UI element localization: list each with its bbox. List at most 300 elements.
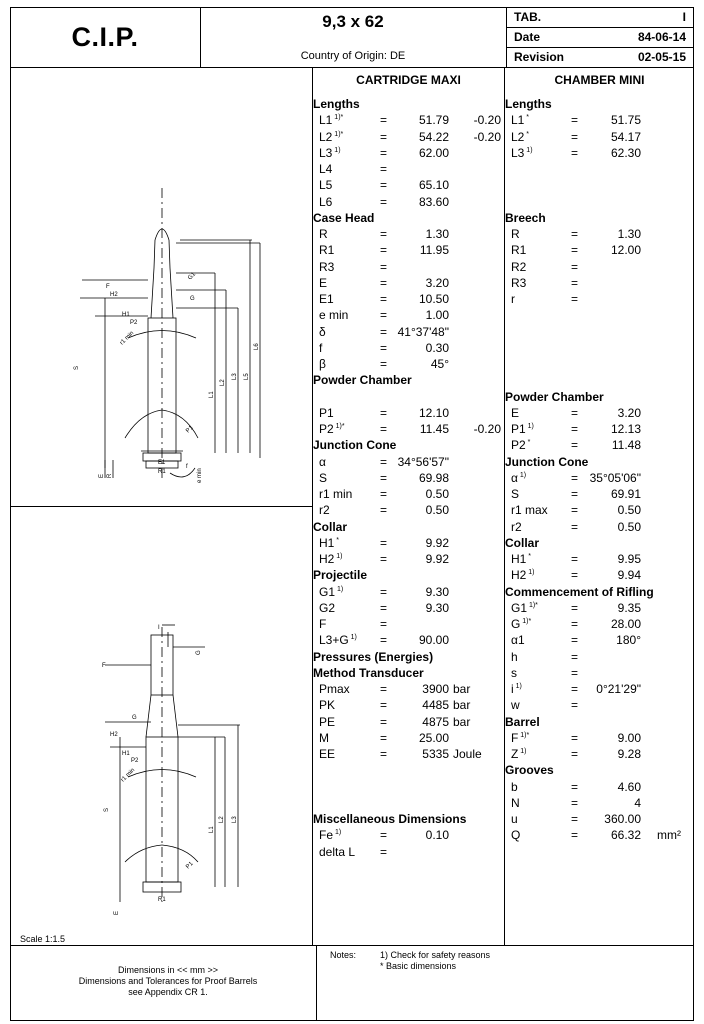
dimension-row (313, 422, 504, 438)
unit-label: mm² (657, 828, 681, 843)
dimension-row (505, 292, 692, 308)
unit-label: bar (453, 714, 471, 729)
dimensions-note (20, 965, 316, 998)
unit-label: bar (453, 698, 471, 713)
dim-label-f: f (186, 464, 188, 470)
equals-sign: = (380, 243, 388, 258)
dimension-value: 51.79 (418, 113, 449, 128)
dimension-label: L2 $^{1)*}$ (319, 129, 344, 144)
equals-sign: = (571, 145, 579, 160)
chamber-column-title: CHAMBER MINI (554, 73, 645, 87)
equals-sign: = (380, 698, 388, 713)
section-title: Case Head (313, 210, 375, 225)
dimension-row (313, 455, 504, 471)
dimension-label: N (511, 795, 520, 810)
dimension-value: 0.10 (425, 828, 449, 843)
section-title: Collar (313, 519, 348, 534)
dimension-label: L3+G $^{1)}$ (319, 633, 357, 648)
equals-sign: = (380, 552, 388, 566)
equals-sign: = (571, 227, 579, 241)
section-title: Lengths (313, 97, 360, 111)
dimension-value: 0.50 (425, 503, 449, 518)
tolerance-value: -0.20 (473, 113, 501, 128)
dimension-label: F $^{1)*}$ (511, 730, 530, 745)
dimension-row (505, 828, 692, 844)
equals-sign: = (571, 405, 579, 420)
equals-sign: = (571, 129, 579, 144)
cartridge-drawing (10, 68, 312, 506)
dimension-value: 0°21'29" (596, 682, 641, 696)
equals-sign: = (380, 308, 388, 323)
dimension-value: 62.00 (418, 145, 449, 160)
note-line: * Basic dimensions (380, 961, 457, 971)
dimension-value: 54.22 (418, 129, 449, 144)
chamber-label-E: E (114, 910, 120, 915)
dim-label-emin: e min (197, 468, 203, 483)
dimension-label: α $^{1)}$ (511, 470, 527, 485)
dimension-value: 69.98 (418, 470, 449, 485)
equals-sign: = (571, 422, 579, 436)
dimension-row (313, 536, 504, 552)
dimension-row (313, 341, 504, 357)
dimension-value: 9.94 (617, 568, 641, 583)
equals-sign: = (571, 682, 579, 696)
dimension-row (505, 666, 692, 682)
chamber-label-P1: P1 (185, 860, 195, 871)
dim-label-L3: L3 (232, 373, 238, 380)
chamber-label-H1: H1 (122, 751, 130, 757)
equals-sign: = (380, 828, 388, 843)
dimension-value: 4485 (422, 698, 449, 713)
dimension-value: 9.00 (617, 730, 641, 745)
dimension-value: 3.20 (425, 275, 449, 290)
dimension-label: R2 (511, 259, 527, 274)
equals-sign: = (380, 113, 388, 128)
dimension-value: 11.95 (419, 243, 449, 258)
dimension-row (505, 682, 692, 698)
equals-sign: = (571, 519, 579, 534)
dimension-label: PK (319, 698, 336, 713)
equals-sign: = (571, 698, 579, 713)
dimension-value: 12.00 (610, 243, 641, 258)
section-title: Pressures (Energies) (313, 649, 434, 664)
dim-label-L6: L6 (254, 343, 260, 350)
equals-sign: = (571, 292, 579, 306)
dimension-row (313, 698, 504, 714)
equals-sign: = (380, 633, 388, 648)
dimension-value: 1.00 (425, 308, 449, 323)
dimensions-line: see Appendix CR 1. (128, 987, 208, 997)
dim-label-E: E (99, 473, 105, 478)
dimension-row (505, 487, 692, 503)
dimension-value: 54.17 (610, 129, 641, 144)
dimension-row (505, 146, 692, 162)
dimension-row (313, 292, 504, 308)
dimension-label: R3 (511, 275, 527, 290)
dimension-row (505, 276, 692, 292)
equals-sign: = (571, 113, 579, 128)
dimension-row (313, 585, 504, 601)
dimension-value: 360.00 (604, 812, 641, 826)
equals-sign: = (571, 275, 579, 290)
equals-sign: = (571, 487, 579, 501)
dimension-value: 83.60 (418, 194, 449, 209)
dimension-label: L1 $^{1)*}$ (319, 113, 344, 128)
section-title: Collar (505, 535, 540, 550)
chamber-label-G-right: G (196, 650, 202, 655)
equals-sign: = (571, 503, 579, 518)
dimension-label: r1 max (511, 503, 548, 518)
dimension-row (313, 633, 504, 649)
dimension-row (505, 633, 692, 649)
dim-label-P1: P1 (185, 424, 195, 435)
cartridge-column-title: CARTRIDGE MAXI (356, 73, 461, 87)
section-title: Junction Cone (313, 438, 397, 453)
dimension-label: L4 (319, 162, 333, 176)
dimension-value: 180° (616, 633, 641, 648)
equals-sign: = (571, 259, 579, 274)
dimension-value: 12.10 (418, 405, 449, 420)
dimension-row (505, 520, 692, 536)
dim-label-S: S (74, 365, 80, 370)
notes-block (330, 950, 491, 971)
equals-sign: = (380, 454, 388, 469)
dimension-value: 3900 (422, 682, 449, 696)
equals-sign: = (380, 162, 388, 176)
dimension-label: r2 (319, 503, 330, 518)
dimension-label: r (511, 292, 515, 306)
dimension-label: f (319, 340, 323, 355)
dimension-row (313, 227, 504, 243)
dimension-label: delta L (319, 844, 356, 859)
equals-sign: = (380, 730, 388, 745)
dimension-row (505, 747, 692, 763)
equals-sign: = (380, 275, 388, 290)
dimension-label: Fe $^{1)}$ (319, 828, 342, 843)
equals-sign: = (380, 535, 388, 550)
dimension-value: 66.32 (610, 828, 641, 843)
dimension-value: 9.92 (425, 535, 449, 550)
dimension-label: L2 * (511, 129, 530, 144)
equals-sign: = (571, 600, 579, 615)
dimension-row (505, 796, 692, 812)
dimension-label: b (511, 779, 518, 794)
equals-sign: = (380, 178, 388, 193)
equals-sign: = (571, 795, 579, 810)
caliber-title: 9,3 x 62 (322, 12, 384, 31)
dimension-value: 35°05'06" (589, 470, 641, 485)
dimension-row (505, 617, 692, 633)
equals-sign: = (571, 243, 579, 258)
section-title: Grooves (505, 763, 554, 778)
dimension-label: G $^{1)*}$ (511, 617, 532, 631)
dimension-label: β (319, 357, 326, 371)
dimension-label: P1 (319, 405, 334, 420)
dimension-row (313, 503, 504, 519)
dimension-row (313, 276, 504, 292)
dimension-row (313, 130, 504, 146)
equals-sign: = (380, 357, 388, 371)
dim-label-H2: H2 (110, 292, 118, 298)
dimension-value: 9.35 (617, 600, 641, 615)
equals-sign: = (571, 747, 579, 761)
dimension-row (505, 113, 692, 129)
equals-sign: = (380, 194, 388, 209)
equals-sign: = (571, 649, 579, 664)
dimension-row (505, 227, 692, 243)
dimension-label: u (511, 812, 518, 826)
tab-label: TAB. (514, 10, 542, 24)
dimension-row (313, 243, 504, 259)
equals-sign: = (380, 405, 388, 420)
dimension-label: L3 $^{1)}$ (511, 145, 533, 160)
dim-label-L5: L5 (244, 373, 250, 380)
dimension-value: 28.00 (610, 617, 641, 631)
section-title: Lengths (505, 97, 552, 111)
revision-label: Revision (514, 50, 565, 64)
dimension-label: E (319, 275, 328, 290)
dimension-row (505, 568, 692, 584)
date-label: Date (514, 30, 541, 44)
dimension-value: 4.60 (617, 779, 641, 794)
dimension-row (505, 552, 692, 568)
dimension-value: 65.10 (418, 178, 449, 193)
dimension-label: PE (319, 714, 336, 729)
cip-title: C.I.P. (71, 21, 139, 52)
section-title: Barrel (505, 714, 540, 729)
dimension-value: 62.30 (610, 145, 641, 160)
dimension-label: S (511, 487, 520, 501)
equals-sign: = (380, 259, 388, 274)
date-value: 84-06-14 (637, 30, 686, 44)
dimension-label: Z $^{1)}$ (511, 747, 527, 761)
dimension-value: 10.50 (418, 292, 449, 306)
dim-label-P2: P2 (130, 320, 138, 326)
dimension-row (313, 487, 504, 503)
dimension-label: R3 (319, 259, 335, 274)
equals-sign: = (380, 503, 388, 518)
dim-label-F: F (106, 284, 110, 290)
dimension-label: α1 (511, 633, 525, 648)
dimension-row (505, 243, 692, 259)
dimension-label: EE (319, 747, 336, 761)
dimension-label: R (511, 227, 520, 241)
dimension-row (505, 438, 692, 454)
dimension-row (505, 601, 692, 617)
equals-sign: = (380, 714, 388, 729)
dimension-label: Pmax (319, 682, 350, 696)
equals-sign: = (380, 145, 388, 160)
dimension-label: w (511, 698, 520, 713)
dimension-label: G1 $^{1)*}$ (511, 600, 538, 615)
equals-sign: = (571, 730, 579, 745)
section-title: Projectile (313, 568, 368, 583)
dimension-row (313, 682, 504, 698)
dimension-value: 4875 (422, 714, 449, 729)
dimension-row (313, 747, 504, 763)
chamber-label-S: S (104, 807, 110, 812)
section-title: Breech (505, 210, 546, 225)
dimension-value: 1.30 (617, 227, 641, 241)
tolerance-value: -0.20 (473, 129, 501, 144)
dimension-label: L6 (319, 194, 333, 209)
dimension-value: 9.30 (425, 600, 449, 615)
dimension-value: 9.95 (617, 552, 641, 566)
dimension-row (313, 845, 504, 861)
dimension-label: H1 * (511, 552, 532, 566)
equals-sign: = (571, 438, 579, 453)
dimension-label: R (319, 227, 328, 241)
dimension-label: E1 (319, 292, 334, 306)
equals-sign: = (380, 682, 388, 696)
dimension-row (313, 162, 504, 178)
dimensions-line: Dimensions in << mm >> (117, 965, 219, 975)
notes-text (380, 950, 490, 972)
dimension-row (313, 828, 504, 844)
dimension-row (313, 113, 504, 129)
dimension-row (505, 698, 692, 714)
dim-label-L1: L1 (209, 391, 215, 398)
chamber-label-F: F (102, 663, 106, 669)
dimension-row (313, 617, 504, 633)
dimension-row (505, 812, 692, 828)
section-title: Miscellaneous Dimensions (313, 812, 467, 826)
dimension-row (313, 195, 504, 211)
equals-sign: = (380, 747, 388, 761)
dimension-label: P1 $^{1)}$ (511, 422, 534, 436)
section-title: Commencement of Rifling (505, 584, 654, 599)
dimension-row (313, 325, 504, 341)
dimension-label: h (511, 649, 518, 664)
dim-label-G: G (190, 296, 195, 302)
dimension-label: G2 (319, 600, 336, 615)
unit-label: bar (453, 682, 471, 696)
equals-sign: = (571, 828, 579, 843)
dimension-row (505, 503, 692, 519)
dimension-label: L3 $^{1)}$ (319, 145, 341, 160)
dim-label-r1min: r1 min (119, 330, 136, 347)
dimension-value: 34°56'57" (397, 454, 449, 469)
equals-sign: = (380, 617, 388, 631)
dimension-row (313, 731, 504, 747)
dimension-label: E (511, 405, 520, 420)
note-line: 1) Check for safety reasons (380, 950, 491, 960)
dimension-row (505, 471, 692, 487)
equals-sign: = (380, 129, 388, 144)
chamber-label-L1: L1 (209, 826, 215, 833)
chamber-label-G: G (132, 715, 137, 721)
dimension-value: 0.50 (617, 503, 641, 518)
dim-label-H1: H1 (122, 312, 130, 318)
equals-sign: = (380, 340, 388, 355)
revision-value: 02-05-15 (637, 50, 686, 64)
dimension-row (505, 130, 692, 146)
dimension-label: F (319, 617, 327, 631)
dimension-row (313, 178, 504, 194)
dimension-row (313, 357, 504, 373)
chamber-label-r1min: r1 min (120, 767, 137, 784)
dimension-value: 12.13 (610, 422, 641, 436)
dimension-value: 41°37'48" (397, 324, 449, 339)
dimension-row (505, 731, 692, 747)
dimension-value: 9.30 (425, 584, 449, 599)
section-title: Junction Cone (505, 454, 589, 469)
dimension-label: H1 * (319, 535, 340, 550)
chamber-label-L2: L2 (219, 816, 225, 823)
dimension-row (313, 715, 504, 731)
dimension-row (505, 406, 692, 422)
dimension-value: 11.48 (611, 438, 641, 453)
dimension-label: e min (319, 308, 349, 323)
dimension-label: H2 $^{1)}$ (511, 568, 535, 583)
equals-sign: = (571, 633, 579, 648)
dimension-row (505, 260, 692, 276)
equals-sign: = (380, 600, 388, 615)
dimension-value: 4 (634, 795, 641, 810)
dimension-value: 90.00 (418, 633, 449, 648)
dimension-value: 45° (430, 357, 449, 371)
dimension-value: 9.92 (425, 552, 449, 566)
dimension-value: 0.50 (425, 487, 449, 501)
dim-label-L2: L2 (220, 379, 226, 386)
equals-sign: = (380, 227, 388, 241)
dim-label-R1: R1 (158, 469, 166, 475)
unit-label: Joule (453, 747, 482, 761)
dimension-row (313, 601, 504, 617)
dimension-value: 5335 (422, 747, 449, 761)
dim-label-E1: E1 (158, 460, 166, 466)
equals-sign: = (380, 422, 388, 436)
dimension-label: δ (319, 324, 326, 339)
dimension-label: i $^{1)}$ (511, 682, 522, 696)
dimension-label: α (319, 454, 326, 469)
dimension-label: R1 (319, 243, 335, 258)
chamber-drawing (10, 507, 312, 927)
dimension-value: 51.75 (610, 113, 641, 128)
chamber-label-P2: P2 (131, 758, 139, 764)
dim-label-R: R (107, 473, 113, 478)
dimension-label: s (511, 665, 517, 680)
notes-label: Notes: (330, 950, 357, 960)
tab-value: I (682, 10, 686, 24)
equals-sign: = (380, 584, 388, 599)
equals-sign: = (571, 470, 579, 485)
equals-sign: = (571, 779, 579, 794)
chamber-label-R1: R1 (158, 897, 166, 903)
section-title: Powder Chamber (505, 389, 604, 404)
country-of-origin: Country of Origin: DE (300, 50, 406, 62)
dimension-label: P2 $^{1)*}$ (319, 422, 345, 436)
tolerance-value: -0.20 (473, 422, 501, 436)
equals-sign: = (380, 487, 388, 501)
section-title: Powder Chamber (313, 373, 412, 388)
scale-label: Scale 1:1.5 (20, 934, 66, 944)
dimension-value: 0.50 (617, 519, 641, 534)
dimension-label: R1 (511, 243, 527, 258)
dimension-value: 25.00 (418, 730, 449, 745)
dimension-label: H2 $^{1)}$ (319, 552, 343, 566)
equals-sign: = (380, 470, 388, 485)
equals-sign: = (380, 292, 388, 306)
dimension-value: 9.28 (617, 747, 641, 761)
dimension-label: S (319, 470, 328, 485)
dimension-row (313, 260, 504, 276)
dimension-label: P2 * (511, 438, 531, 453)
dimension-label: M (319, 730, 329, 745)
equals-sign: = (571, 552, 579, 566)
dimension-row (313, 308, 504, 324)
dimension-value: 1.30 (425, 227, 449, 241)
